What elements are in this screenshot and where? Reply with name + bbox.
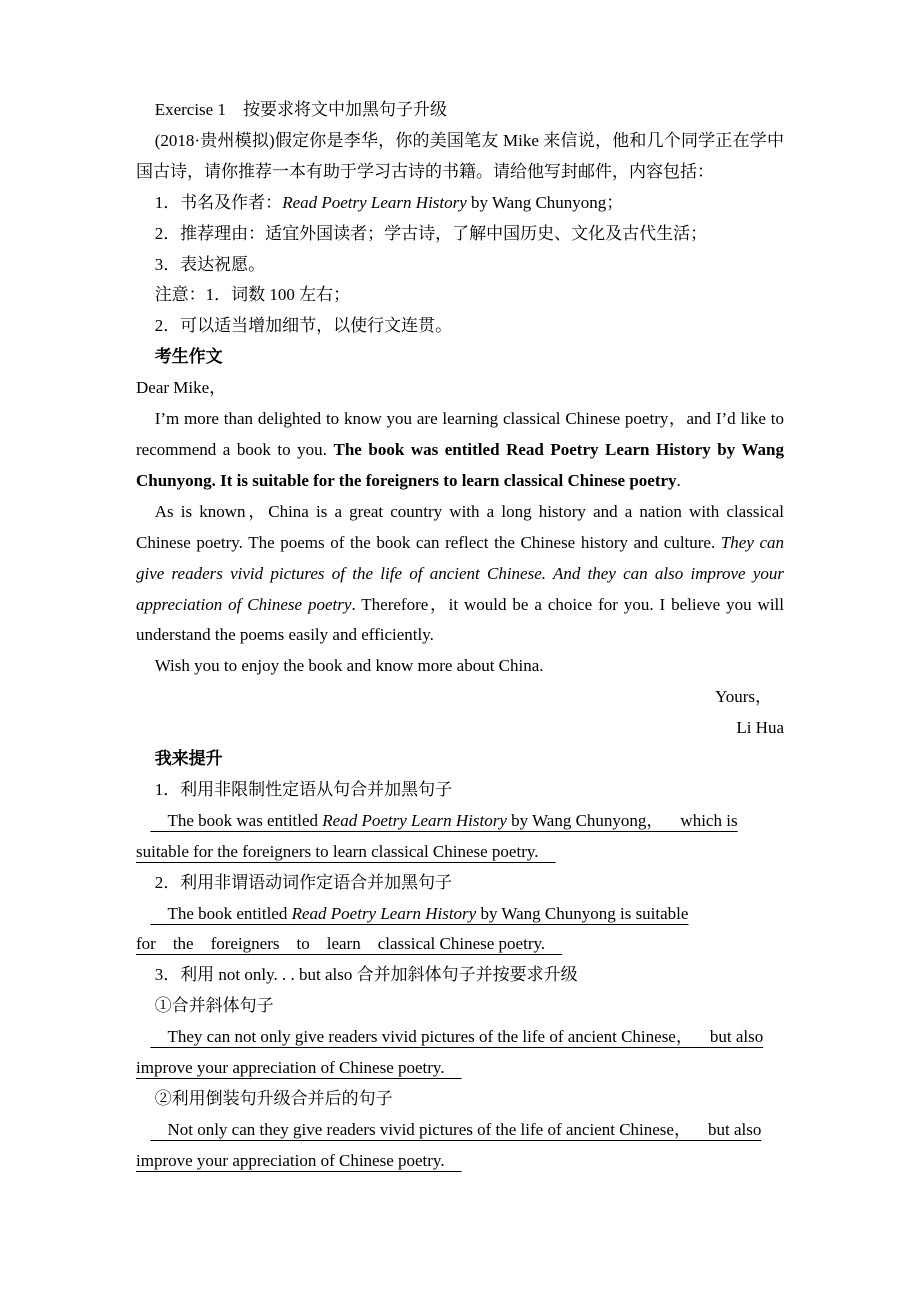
text-segment bbox=[545, 934, 562, 953]
text-segment bbox=[150, 1027, 167, 1046]
text-segment bbox=[445, 1058, 462, 1077]
text-segment bbox=[539, 842, 556, 861]
text-segment: improve your appreciation of Chinese poetry. bbox=[136, 1058, 445, 1078]
text-segment bbox=[150, 811, 167, 830]
task-3-subtask-2: ②利用倒装句升级合并后的句子 bbox=[154, 1089, 393, 1108]
task-3-subtask-1: ①合并斜体句子 bbox=[154, 996, 274, 1016]
text-segment: for the foreigners to learn classical Chinese poetry. bbox=[136, 934, 546, 954]
text-segment: 1．书名及作者： bbox=[154, 192, 283, 212]
text-segment: Read Poetry Learn History bbox=[282, 192, 467, 212]
text-segment: Read Poetry Learn History bbox=[322, 810, 507, 830]
text-segment: by Wang Chunyong， bbox=[506, 810, 664, 830]
text-segment: but also bbox=[707, 1119, 762, 1139]
exercise-title: Exercise 1 按要求将文中加黑句子升级 bbox=[154, 100, 447, 119]
text-segment: which is bbox=[680, 810, 738, 830]
text-segment: Read Poetry Learn History bbox=[291, 903, 477, 923]
text-segment: I’m more than delighted to know you are learning classical Chinese poetry，and I’d like to recommend a book to you. bbox=[136, 409, 784, 459]
exercise-point-2: 2．推荐理由：适宜外国读者；学古诗，了解中国历史、文化及古代生活； bbox=[154, 223, 708, 243]
text-segment bbox=[663, 811, 680, 830]
exercise-point-3: 3．表达祝愿。 bbox=[154, 254, 266, 274]
essay-signature: Li Hua bbox=[736, 718, 784, 738]
task-2-answer-blank[interactable] bbox=[136, 899, 784, 961]
text-segment: The book was entitled bbox=[167, 810, 323, 830]
text-segment: Not only can they give readers vivid pictures of the life of ancient Chinese， bbox=[167, 1119, 691, 1139]
essay-heading: 考生作文 bbox=[154, 347, 223, 367]
task-3-answer-blank-1[interactable] bbox=[136, 1022, 784, 1084]
exercise-prompt: (2018·贵州模拟)假定你是李华，你的美国笔友 Mike 来信说，他和几个同学正在学中国古诗，请你推荐一本有助于学习古诗的书籍。请给他写封邮件，内容包括： bbox=[136, 130, 784, 181]
text-segment bbox=[150, 904, 167, 923]
essay-salutation: Dear Mike， bbox=[136, 378, 227, 398]
exercise-note-1: 注意：1．词数 100 左右； bbox=[154, 285, 351, 305]
task-3-answer-blank-2[interactable] bbox=[136, 1115, 784, 1177]
text-segment bbox=[693, 1027, 710, 1046]
essay-paragraph-2 bbox=[136, 497, 784, 652]
text-segment: They can give readers vivid pictures of the life of ancient Chinese. And they can also improve your appreciation of Chinese poetry bbox=[136, 532, 785, 614]
essay-paragraph-1 bbox=[136, 404, 784, 497]
task-1-answer-blank[interactable] bbox=[136, 806, 784, 868]
essay-paragraph-3: Wish you to enjoy the book and know more about China. bbox=[154, 656, 544, 676]
task-1-label: 1．利用非限制性定语从句合并加黑句子 bbox=[154, 779, 453, 799]
text-segment: by Wang Chunyong is suitable bbox=[476, 903, 689, 923]
improve-heading: 我来提升 bbox=[154, 749, 223, 769]
text-segment bbox=[445, 1151, 462, 1170]
text-segment: but also bbox=[709, 1027, 764, 1047]
text-segment: suitable for the foreigners to learn classical Chinese poetry. bbox=[136, 841, 539, 861]
text-segment bbox=[150, 1120, 167, 1139]
text-segment: The book was entitled Read Poetry Learn History by Wang Chunyong. It is suitable for the foreigners to learn classical Chinese poetry bbox=[136, 439, 785, 490]
text-segment: The book entitled bbox=[167, 903, 292, 923]
essay-closing: Yours， bbox=[715, 687, 772, 707]
task-3-label: 3．利用 not only. . . but also 合并加斜体句子并按要求升级 bbox=[154, 965, 578, 985]
task-2-label: 2．利用非谓语动词作定语合并加黑句子 bbox=[154, 872, 453, 892]
text-segment: . bbox=[676, 470, 681, 490]
text-segment: by Wang Chunyong； bbox=[466, 192, 624, 212]
text-segment: They can not only give readers vivid pictures of the life of ancient Chinese， bbox=[167, 1027, 693, 1047]
text-segment bbox=[691, 1120, 708, 1139]
text-segment: As is known，China is a great country with a long history and a nation with classical Chinese poetry. The poems of the book can reflect the Chinese history and culture. bbox=[136, 501, 784, 552]
exercise-note-2: 2．可以适当增加细节，以使行文连贯。 bbox=[154, 316, 453, 336]
exercise-point-1 bbox=[136, 188, 784, 219]
text-segment: improve your appreciation of Chinese poetry. bbox=[136, 1150, 445, 1170]
text-segment: . Therefore，it would be a choice for you. I believe you will understand the poems easily and efficiently. bbox=[136, 594, 785, 645]
